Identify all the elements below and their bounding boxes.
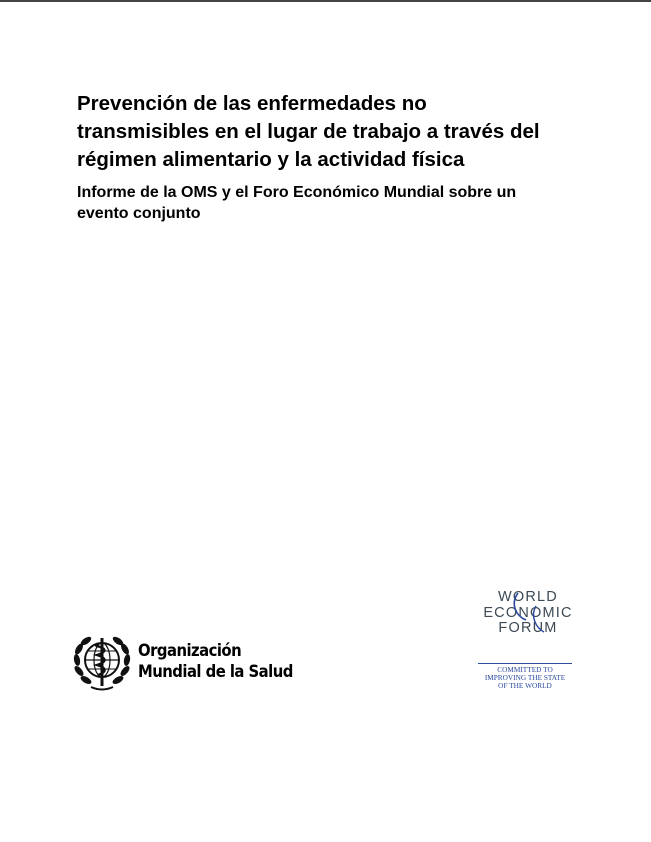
wef-logo xyxy=(470,590,580,690)
wef-swoosh-icon xyxy=(478,590,578,640)
document-title: Prevención de las enfermedades no transmisibles en el lugar de trabajo a través del régimen alimentario y la actividad física xyxy=(77,92,540,171)
who-emblem-icon xyxy=(71,632,133,692)
wef-tagline: COMMITTED TO IMPROVING THE STATE OF THE WORLD xyxy=(484,665,566,690)
top-border-rule xyxy=(0,0,651,2)
who-logo xyxy=(71,632,311,694)
wef-organization-name: WORLD ECONOMIC FORUM xyxy=(483,589,573,636)
wef-divider-rule xyxy=(478,663,572,664)
document-subtitle: Informe de la OMS y el Foro Económico Mundial sobre un evento conjunto xyxy=(77,184,517,222)
who-organization-name: Organización Mundial de la Salud xyxy=(138,641,293,681)
